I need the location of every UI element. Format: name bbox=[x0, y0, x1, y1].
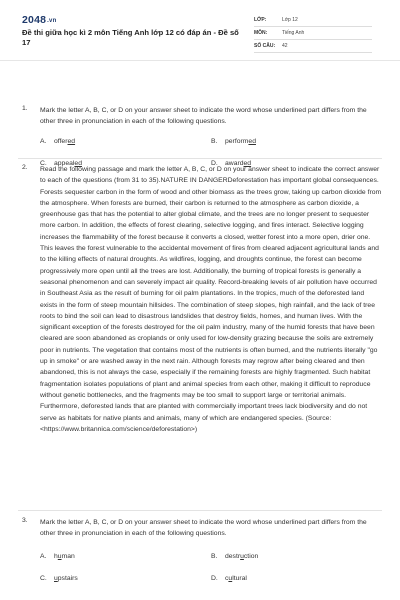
site-logo[interactable] bbox=[22, 14, 56, 26]
logo-suffix: .vn bbox=[47, 18, 57, 24]
page-header bbox=[0, 0, 400, 61]
meta-label: SỐ CÂU: bbox=[254, 43, 276, 49]
exam-meta bbox=[254, 14, 372, 53]
option-b[interactable] bbox=[211, 553, 258, 560]
question-number: 3. bbox=[22, 517, 28, 524]
option-text-post: ltural bbox=[232, 575, 247, 582]
logo-main: 2048 bbox=[22, 14, 47, 26]
meta-row-class bbox=[254, 14, 372, 27]
option-a[interactable] bbox=[40, 553, 75, 560]
option-letter: C. bbox=[40, 160, 47, 167]
meta-value: 42 bbox=[282, 43, 288, 49]
meta-value: Lớp 12 bbox=[282, 17, 298, 23]
option-underlined: ed bbox=[74, 160, 82, 167]
option-letter: B. bbox=[211, 553, 218, 560]
option-letter: A. bbox=[40, 138, 47, 145]
option-letter: B. bbox=[211, 138, 218, 145]
option-underlined: u bbox=[57, 553, 62, 560]
option-underlined: ed bbox=[248, 138, 256, 145]
option-text-pre: destr bbox=[225, 553, 241, 560]
option-underlined: u bbox=[228, 575, 233, 582]
option-text-pre: offer bbox=[54, 138, 68, 145]
exam-title: Đề thi giữa học kì 2 môn Tiếng Anh lớp 12 có đáp án - Đề số 17 bbox=[22, 28, 239, 48]
meta-label: LỚP: bbox=[254, 17, 267, 23]
question-number: 1. bbox=[22, 105, 28, 112]
option-text-pre: perform bbox=[225, 138, 249, 145]
option-text-pre: award bbox=[225, 160, 244, 167]
option-underlined: u bbox=[54, 575, 58, 582]
option-text-pre: h bbox=[54, 553, 58, 560]
option-text-post: ction bbox=[243, 553, 259, 560]
option-d[interactable] bbox=[211, 575, 247, 582]
option-c[interactable] bbox=[40, 575, 78, 582]
reading-passage: Read the following passage and mark the letter A, B, C, or D on your answer sheet to indicate the correct answer to each of the questions (from 31 to 35).NATURE IN DANGERDeforestation has important global consequences. Forests sequester carbon in the form of wood and other biomass as the trees grow, taking up carbon dioxide from the atmosphere. When forests are burned, their carbon is returned to the atmosphere as carbon dioxide, a greenhouse gas that has the potential to alter global climate, and the trees are no longer present to sequester more carbon. In addition, the effects of forest clearing, selective logging, and fires interact. Selective logging increases the flammability of the forest because it converts a closed, wetter forest into a more open, drier one. This leaves the forest vulnerable to the accidental movement of fires from cleared adjacent agricultural lands and to the killing effects of natural droughts. As wildfires, logging, and droughts continue, the forest can become progressively more open until all the trees are lost. Additionally, the burning of tropical forests is generally a seasonal phenomenon and can severely impact air quality. Record-breaking levels of air pollution have occurred in Southeast Asia as the result of burning for oil palm plantations. In the tropics, much of the deforested land exists in the form of steep mountain hillsides. The combination of steep slopes, high rainfall, and the lack of tree roots to bind the soil can lead to disastrous landslides that destroy fields, homes, and human lives. With the significant exception of the forests destroyed for the oil palm industry, many of the humid forests that have been cleared are soon abandoned as croplands or only used for low-density grazing because the soils are extremely poor in nutrients. The vegetation that contains most of the nutrients is often burned, and the nutrients literally "go up in smoke" or are washed away in the next rain. Although forests may regrow after being cleared and then abandoned, this is not always the case, especially if the remaining forests are highly fragmented. Such habitat fragmentation isolates populations of plant and animal species from each other, making it difficult to reproduce without genetic bottlenecks, and the fragments may be too small to support large or territorial animals. Furthermore, deforested lands that are planted with commercially important trees lack biodiversity and do not serve as habitats for native plants and animals, many of which are endangered species. (Source: <https://www.britannica.com/science/deforestation>) bbox=[40, 166, 382, 433]
option-letter: D. bbox=[211, 160, 218, 167]
option-letter: D. bbox=[211, 575, 218, 582]
option-text-post: man bbox=[61, 553, 75, 560]
option-text-pre: c bbox=[225, 575, 229, 582]
option-underlined: ed bbox=[243, 160, 252, 167]
option-a[interactable] bbox=[40, 138, 75, 145]
option-underlined: ed bbox=[67, 138, 76, 145]
meta-row-subject bbox=[254, 27, 372, 40]
option-letter: A. bbox=[40, 553, 47, 560]
question-text: Mark the letter A, B, C, or D on your answer sheet to indicate the word whose underlined part differs from the other three in pronunciation in each of the following questions. bbox=[40, 107, 367, 126]
question-number: 2. bbox=[22, 164, 28, 171]
meta-value: Tiếng Anh bbox=[282, 30, 305, 36]
option-letter: C. bbox=[40, 575, 47, 582]
option-b[interactable] bbox=[211, 138, 256, 145]
option-text-post: pstairs bbox=[57, 575, 78, 582]
meta-row-count bbox=[254, 40, 372, 53]
meta-label: MÔN: bbox=[254, 30, 268, 36]
question-divider bbox=[18, 510, 382, 511]
option-text-pre: appeal bbox=[54, 160, 75, 167]
question-text: Mark the letter A, B, C, or D on your answer sheet to indicate the word whose underlined part differs from the other three in pronunciation in each of the following questions. bbox=[40, 519, 367, 538]
option-underlined: u bbox=[240, 553, 244, 560]
question-divider bbox=[18, 158, 382, 159]
